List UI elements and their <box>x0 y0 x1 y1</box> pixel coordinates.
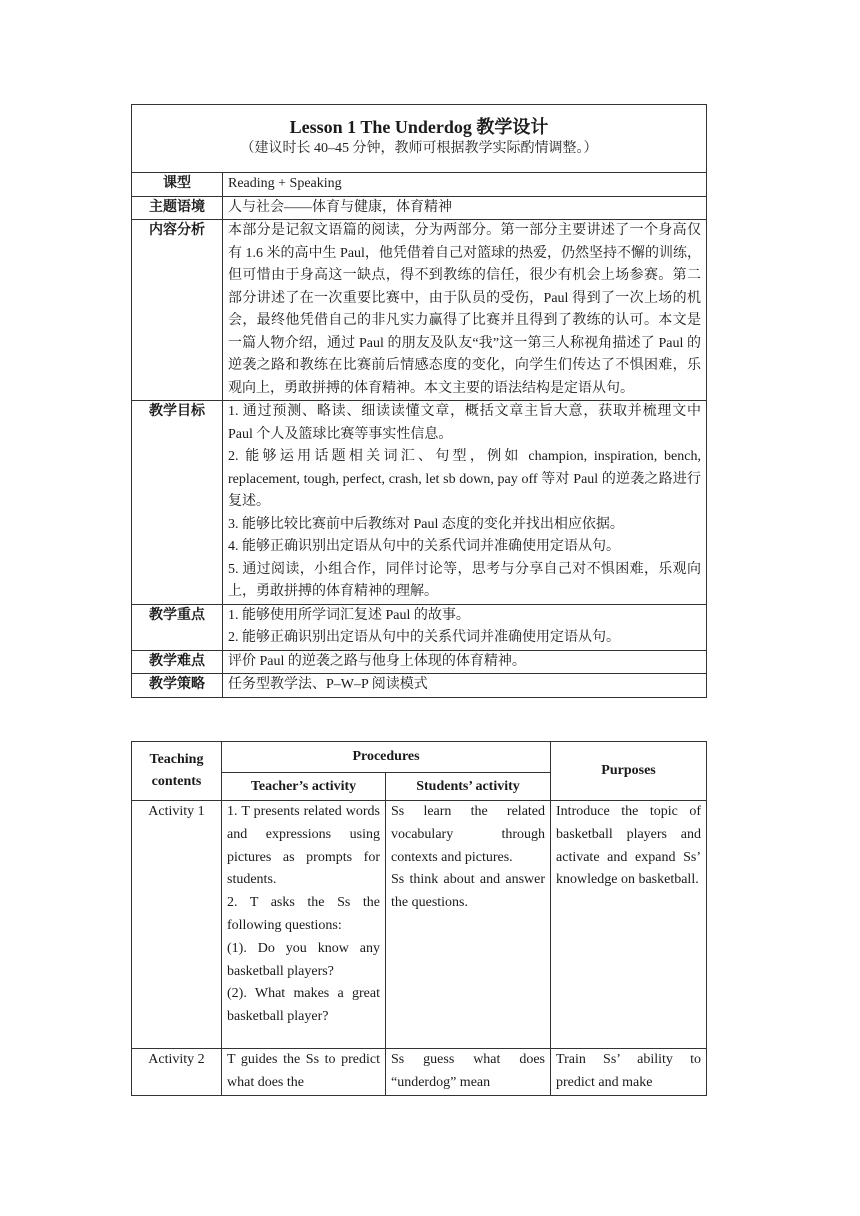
row-label: 教学重点 <box>132 604 223 650</box>
header-teaching-contents: Teaching contents <box>132 742 222 801</box>
row-label: 内容分析 <box>132 220 223 401</box>
header-procedures: Procedures <box>222 742 551 773</box>
activity-name: Activity 2 <box>132 1049 222 1096</box>
row-text: 评价 Paul 的逆袭之路与他身上体现的体育精神。 <box>228 653 526 669</box>
student-step: Ss guess what does “underdog” mean <box>391 1052 546 1090</box>
objective-item: 2. 能够运用话题相关词汇、句型，例如 champion, inspiration, bench, replacement, tough, perfect, crash, let sb down, pay off 等对 Paul 的逆袭之路进行复述。 <box>228 449 701 509</box>
teacher-step: 2. T asks the Ss the following questions: <box>227 895 380 933</box>
teacher-activity-cell <box>222 1049 386 1096</box>
row-content <box>223 650 707 674</box>
teacher-step: (2). What makes a great basketball player? <box>227 986 380 1025</box>
row-content <box>223 173 707 197</box>
key-point-item: 2. 能够正确识别出定语从句中的关系代词并准确使用定语从句。 <box>228 630 620 645</box>
row-label: 课型 <box>132 173 223 197</box>
student-step: Ss learn the related vocabulary through contexts and pictures. <box>391 804 546 865</box>
row-content <box>223 220 707 401</box>
row-label: 教学目标 <box>132 401 223 605</box>
teacher-step: (1). Do you know any basketball players? <box>227 940 380 979</box>
document-subtitle: （建议时长 40–45 分钟，教师可根据教学实际酌情调整。） <box>240 141 598 156</box>
teacher-step: T guides the Ss to predict what does the <box>227 1052 380 1090</box>
header-purposes: Purposes <box>551 742 707 801</box>
row-content <box>223 401 707 605</box>
procedures-table <box>131 741 707 1096</box>
students-activity-cell <box>386 1049 551 1096</box>
document-title: Lesson 1 The Underdog 教学设计 <box>289 117 549 137</box>
row-text: Reading + Speaking <box>228 176 342 191</box>
students-activity-cell <box>386 801 551 1049</box>
student-step: Ss think about and answer the questions. <box>391 872 546 911</box>
key-point-item: 1. 能够使用所学词汇复述 Paul 的故事。 <box>228 607 470 623</box>
objective-item: 3. 能够比较比赛前中后教练对 Paul 态度的变化并找出相应依据。 <box>228 516 624 532</box>
row-content <box>223 674 707 698</box>
row-text: 人与社会——体育与健康，体育精神 <box>228 199 452 215</box>
row-label: 主题语境 <box>132 196 223 220</box>
row-label: 教学策略 <box>132 674 223 698</box>
teacher-activity-cell <box>222 801 386 1049</box>
objective-item: 5. 通过阅读，小组合作，同伴讨论等，思考与分享自己对不惧困难，乐观向上，勇敢拼搏的体育精神的理解。 <box>228 561 701 599</box>
activity-name: Activity 1 <box>132 801 222 1049</box>
row-text: 任务型教学法、P–W–P 阅读模式 <box>228 677 428 692</box>
lesson-plan-table <box>131 104 707 698</box>
objective-item: 1. 通过预测、略读、细读读懂文章，概括文章主旨大意，获取并梳理文中 Paul 个人及篮球比赛等事实性信息。 <box>228 404 701 442</box>
objective-item: 4. 能够正确识别出定语从句中的关系代词并准确使用定语从句。 <box>228 539 620 554</box>
purpose-text: Train Ss’ ability to predict and make <box>556 1052 702 1090</box>
purpose-text: Introduce the topic of basketball players and activate and expand Ss’ knowledge on basketball. <box>556 804 702 888</box>
row-content <box>223 196 707 220</box>
row-content <box>223 604 707 650</box>
purpose-cell <box>551 1049 707 1096</box>
table-row <box>132 801 707 1049</box>
title-cell <box>132 105 707 173</box>
header-teacher-activity: Teacher’s activity <box>222 773 386 801</box>
header-students-activity: Students’ activity <box>386 773 551 801</box>
row-text: 本部分是记叙文语篇的阅读，分为两部分。第一部分主要讲述了一个身高仅有 1.6 米的高中生 Paul，他凭借着自己对篮球的热爱，仍然坚持不懈的训练，但可惜由于身高这一缺点，得不到教练的信任，很少有机会上场参赛。第二部分讲述了在一次重要比赛中，由于队员的受伤，Paul 得到了一次上场的机会，最终他凭借自己的非凡实力赢得了比赛并且得到了教练的认可。本文是一篇人物介绍，通过 Paul 的朋友及队友“我”这一第三人称视角描述了 Paul 的逆袭之路和教练在比赛前后情感态度的变化，向学生们传达了不惧困难，乐观向上，勇敢拼搏的体育精神。本文主要的语法结构是定语从句。 <box>228 223 701 396</box>
row-label: 教学难点 <box>132 650 223 674</box>
purpose-cell <box>551 801 707 1049</box>
teacher-step: 1. T presents related words and expressions using pictures as prompts for students. <box>227 804 380 888</box>
table-row <box>132 1049 707 1096</box>
